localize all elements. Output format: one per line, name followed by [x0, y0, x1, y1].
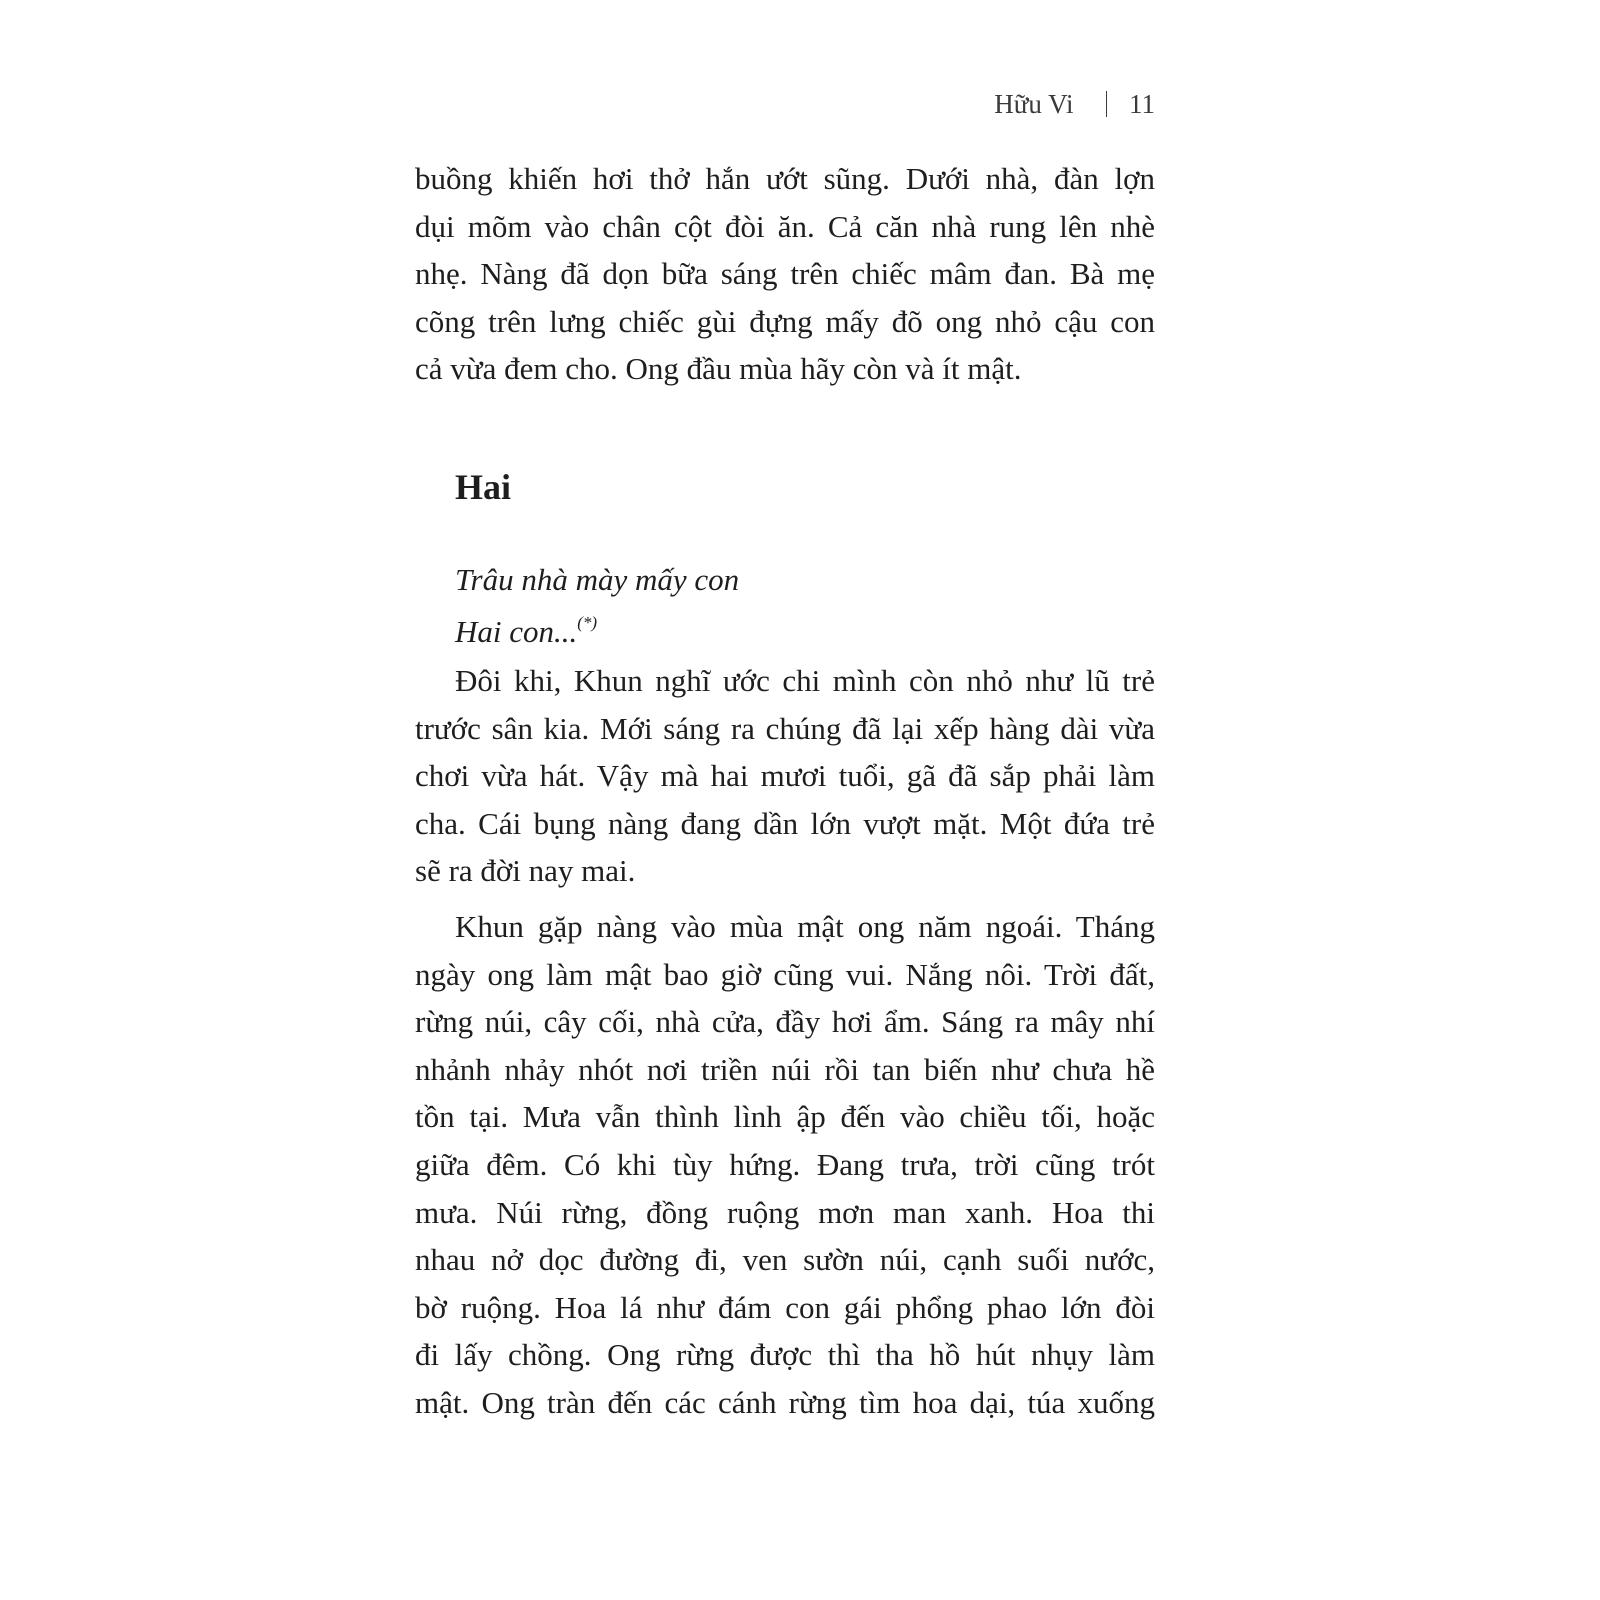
chapter-title: Hai	[455, 467, 512, 507]
paragraph-continued	[415, 155, 1155, 393]
text-line: cha. Cái bụng nàng đang dần lớn vượt mặt. Một đứa trẻ	[415, 805, 1155, 841]
text-line: bờ ruộng. Hoa lá như đám con gái phổng phao lớn đòi	[415, 1289, 1155, 1325]
text-line: Khun gặp nàng vào mùa mật ong năm ngoái. Tháng	[455, 909, 1155, 944]
text-line: sẽ ra đời nay mai.	[415, 853, 636, 889]
verse-line: Hai con...	[455, 614, 578, 649]
text-line: nhẹ. Nàng đã dọn bữa sáng trên chiếc mâm đan. Bà mẹ	[415, 256, 1155, 292]
text-line: cõng trên lưng chiếc gùi đựng mấy đõ ong nhỏ cậu con	[415, 303, 1155, 339]
text-line: giữa đêm. Có khi tùy hứng. Đang trưa, trời cũng trót	[415, 1146, 1155, 1182]
page-number: 11	[1129, 89, 1155, 119]
text-line: trước sân kia. Mới sáng ra chúng đã lại xếp hàng dài vừa	[415, 710, 1155, 746]
text-line: cả vừa đem cho. Ong đầu mùa hãy còn và ít mật.	[415, 351, 1022, 387]
verse-line: Trâu nhà mày mấy con	[455, 562, 740, 597]
text-line: nhau nở dọc đường đi, ven sườn núi, cạnh suối nước,	[415, 1242, 1155, 1278]
text-line: đi lấy chồng. Ong rừng được thì tha hồ hút nhụy làm	[415, 1337, 1155, 1373]
text-line: ngày ong làm mật bao giờ cũng vui. Nắng nôi. Trời đất,	[415, 956, 1155, 992]
verse-epigraph	[455, 554, 739, 658]
text-line: mật. Ong tràn đến các cánh rừng tìm hoa dại, túa xuống	[415, 1384, 1155, 1420]
text-line: tồn tại. Mưa vẫn thình lình ập đến vào chiều tối, hoặc	[415, 1099, 1155, 1135]
text-line: dụi mõm vào chân cột đòi ăn. Cả căn nhà rung lên nhè	[415, 208, 1155, 244]
verse-line-with-footnote	[455, 606, 739, 658]
text-line: nhảnh nhảy nhót nơi triền núi rồi tan biến như chưa hề	[415, 1051, 1155, 1087]
text-line: rừng núi, cây cối, nhà cửa, đầy hơi ẩm. Sáng ra mây nhí	[415, 1004, 1155, 1040]
header-divider	[1106, 91, 1108, 117]
paragraph	[415, 903, 1155, 1427]
text-line: chơi vừa hát. Vậy mà hai mươi tuổi, gã đã sắp phải làm	[415, 758, 1155, 794]
paragraph	[415, 657, 1155, 895]
text-line: mưa. Núi rừng, đồng ruộng mơn man xanh. Hoa thi	[415, 1194, 1155, 1230]
running-header	[415, 86, 1155, 122]
header-author: Hữu Vi	[994, 89, 1074, 119]
text-line: Đôi khi, Khun nghĩ ước chi mình còn nhỏ như lũ trẻ	[455, 663, 1155, 698]
footnote-marker: (*)	[577, 613, 598, 632]
text-line: buồng khiến hơi thở hắn ướt sũng. Dưới nhà, đàn lợn	[415, 161, 1155, 196]
